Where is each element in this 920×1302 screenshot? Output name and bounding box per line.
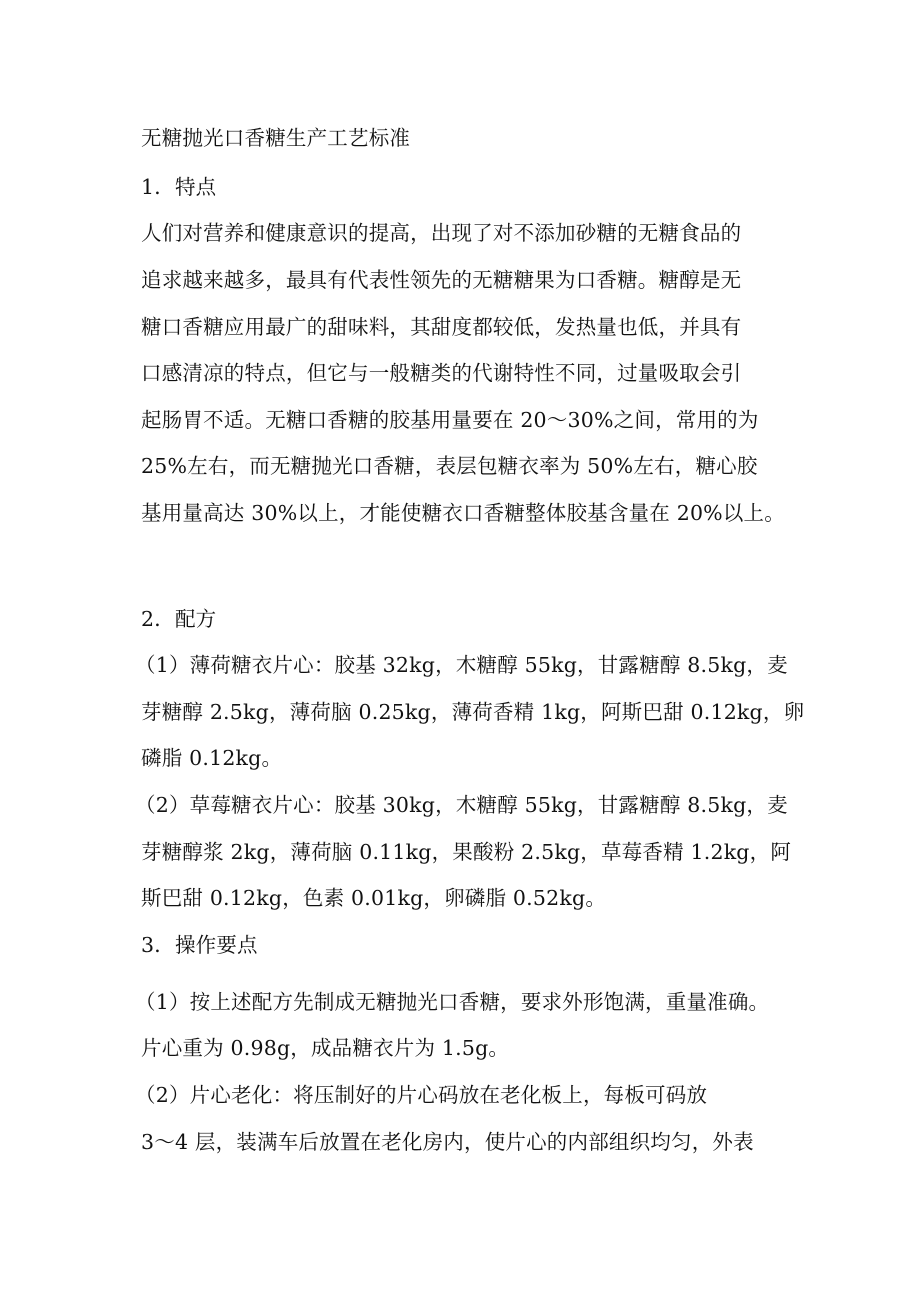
paragraph-line: （2）片心老化：将压制好的片心码放在老化板上，每板可码放 bbox=[135, 1083, 708, 1107]
section-heading-formula: 2．配方 bbox=[141, 607, 217, 631]
paragraph-line: 人们对营养和健康意识的提高，出现了对不添加砂糖的无糖食品的 bbox=[141, 221, 742, 245]
paragraph-line: 片心重为 0.98g，成品糖衣片为 1.5g。 bbox=[141, 1036, 510, 1060]
paragraph-line: 口感清凉的特点，但它与一般糖类的代谢特性不同，过量吸取会引 bbox=[141, 361, 742, 385]
paragraph-line: 3～4 层，装满车后放置在老化房内，使片心的内部组织均匀，外表 bbox=[141, 1130, 754, 1154]
paragraph-line: 磷脂 0.12kg。 bbox=[141, 746, 283, 770]
paragraph-line: 芽糖醇浆 2kg，薄荷脑 0.11kg，果酸粉 2.5kg，草莓香精 1.2kg，阿 bbox=[141, 840, 792, 864]
paragraph-line: （1）薄荷糖衣片心：胶基 32kg，木糖醇 55kg，甘露糖醇 8.5kg，麦 bbox=[135, 653, 788, 677]
paragraph-line: 追求越来越多，最具有代表性领先的无糖糖果为口香糖。糖醇是无 bbox=[141, 268, 742, 292]
paragraph-line: （2）草莓糖衣片心：胶基 30kg，木糖醇 55kg，甘露糖醇 8.5kg，麦 bbox=[135, 793, 788, 817]
paragraph-line: 基用量高达 30%以上，才能使糖衣口香糖整体胶基含量在 20%以上。 bbox=[141, 501, 785, 525]
document-title: 无糖抛光口香糖生产工艺标准 bbox=[141, 126, 411, 150]
paragraph-line: 起肠胃不适。无糖口香糖的胶基用量要在 20～30%之间，常用的为 bbox=[141, 408, 759, 432]
section-heading-features: 1．特点 bbox=[141, 175, 217, 199]
paragraph-line: 糖口香糖应用最广的甜味料，其甜度都较低，发热量也低，并具有 bbox=[141, 315, 742, 339]
section-heading-operation: 3．操作要点 bbox=[141, 933, 258, 957]
paragraph-line: （1）按上述配方先制成无糖抛光口香糖，要求外形饱满，重量准确。 bbox=[135, 990, 770, 1014]
paragraph-line: 斯巴甜 0.12kg，色素 0.01kg，卵磷脂 0.52kg。 bbox=[141, 886, 607, 910]
paragraph-line: 25%左右，而无糖抛光口香糖，表层包糖衣率为 50%左右，糖心胶 bbox=[141, 454, 758, 478]
paragraph-line: 芽糖醇 2.5kg，薄荷脑 0.25kg，薄荷香精 1kg，阿斯巴甜 0.12kg，卵 bbox=[141, 700, 805, 724]
